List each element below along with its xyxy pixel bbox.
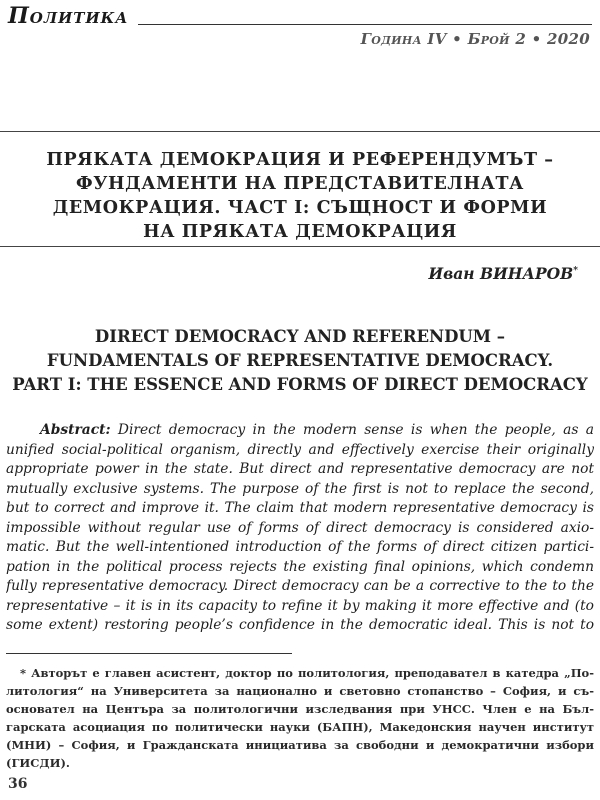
abstract-line: appropriate power in the state. But direct and representative democracy are not (6, 461, 594, 477)
title-en-line: DIRECT DEMOCRACY AND REFERENDUM – (94, 327, 506, 346)
title-bg-line: ФУНДАМЕНТИ НА ПРЕДСТАВИТЕЛНАТА (76, 174, 524, 194)
footnote-line: (ГИСДИ). (6, 756, 70, 770)
abstract-line: representative – it is in its capacity to refine it by making it more effective and (to (6, 597, 594, 614)
journal-title: Политика (8, 3, 129, 29)
footnote-line: литология“ на Университета за национално и световно стопанство – София, и съ- (6, 684, 594, 698)
footnote-line: гарската асоциация по политически науки (БАПН), Македонския научен институт (6, 720, 594, 734)
abstract-line: unified social-political organism, directly and effectively exercise their originally (6, 441, 594, 458)
header-rule (138, 24, 592, 25)
title-bg-line: ДЕМОКРАЦИЯ. ЧАСТ I: СЪЩНОСТ И ФОРМИ (52, 198, 548, 218)
footnote-rule (6, 653, 292, 654)
footnote-line: * Авторът е главен асистент, доктор по политология, преподавател в катедра „По- (20, 666, 594, 680)
abstract-label: Abstract: (40, 422, 111, 438)
author-name: Иван ВИНАРОВ (428, 264, 574, 283)
abstract-line: some extent) restoring people’s confidence in the democratic ideal. This is not to (6, 617, 594, 633)
page-number: 36 (8, 776, 28, 792)
abstract-line: mutually exclusive systems. The purpose of the first is not to replace the second, (6, 480, 594, 497)
abstract (6, 421, 594, 636)
abstract-line: fully representative democracy. Direct democracy can be a corrective to the to the (6, 578, 594, 594)
title-bg-line: ПРЯКАТА ДЕМОКРАЦИЯ И РЕФЕРЕНДУМЪТ – (46, 150, 554, 170)
title-en-line: PART I: THE ESSENCE AND FORMS OF DIRECT DEMOCRACY (12, 375, 588, 394)
footnote-marker: * (573, 265, 578, 276)
article-title-bg (20, 148, 580, 244)
article-title-en (0, 325, 600, 397)
footnote (6, 664, 594, 772)
title-en-line: FUNDAMENTALS OF REPRESENTATIVE DEMOCRACY. (46, 351, 554, 370)
abstract-line: matic. But the well-intentioned introduction of the forms of direct citizen partici- (6, 539, 594, 555)
footnote-line: основател на Центъра за политологични изследвания при УНСС. Член е на Бъл- (6, 702, 594, 716)
footnote-line: (МНИ) – София, и Гражданската инициатива за свободни и демократични избори (6, 738, 594, 752)
title-rule-top (0, 131, 600, 132)
title-bg-line: НА ПРЯКАТА ДЕМОКРАЦИЯ (143, 222, 457, 242)
issue-info: Година IV • Брой 2 • 2020 (360, 30, 590, 48)
abstract-line: impossible without regular use of forms of direct democracy is considered axio- (6, 519, 594, 536)
title-rule-bottom (0, 246, 600, 247)
abstract-line (6, 421, 594, 441)
abstract-line: pation in the political process rejects the existing final opinions, which condemn (6, 558, 594, 575)
author-byline (428, 264, 578, 283)
abstract-line: but to correct and improve it. The claim that modern representative democracy is (6, 500, 594, 516)
abstract-text: Direct democracy in the modern sense is when the people, as a (110, 422, 594, 438)
